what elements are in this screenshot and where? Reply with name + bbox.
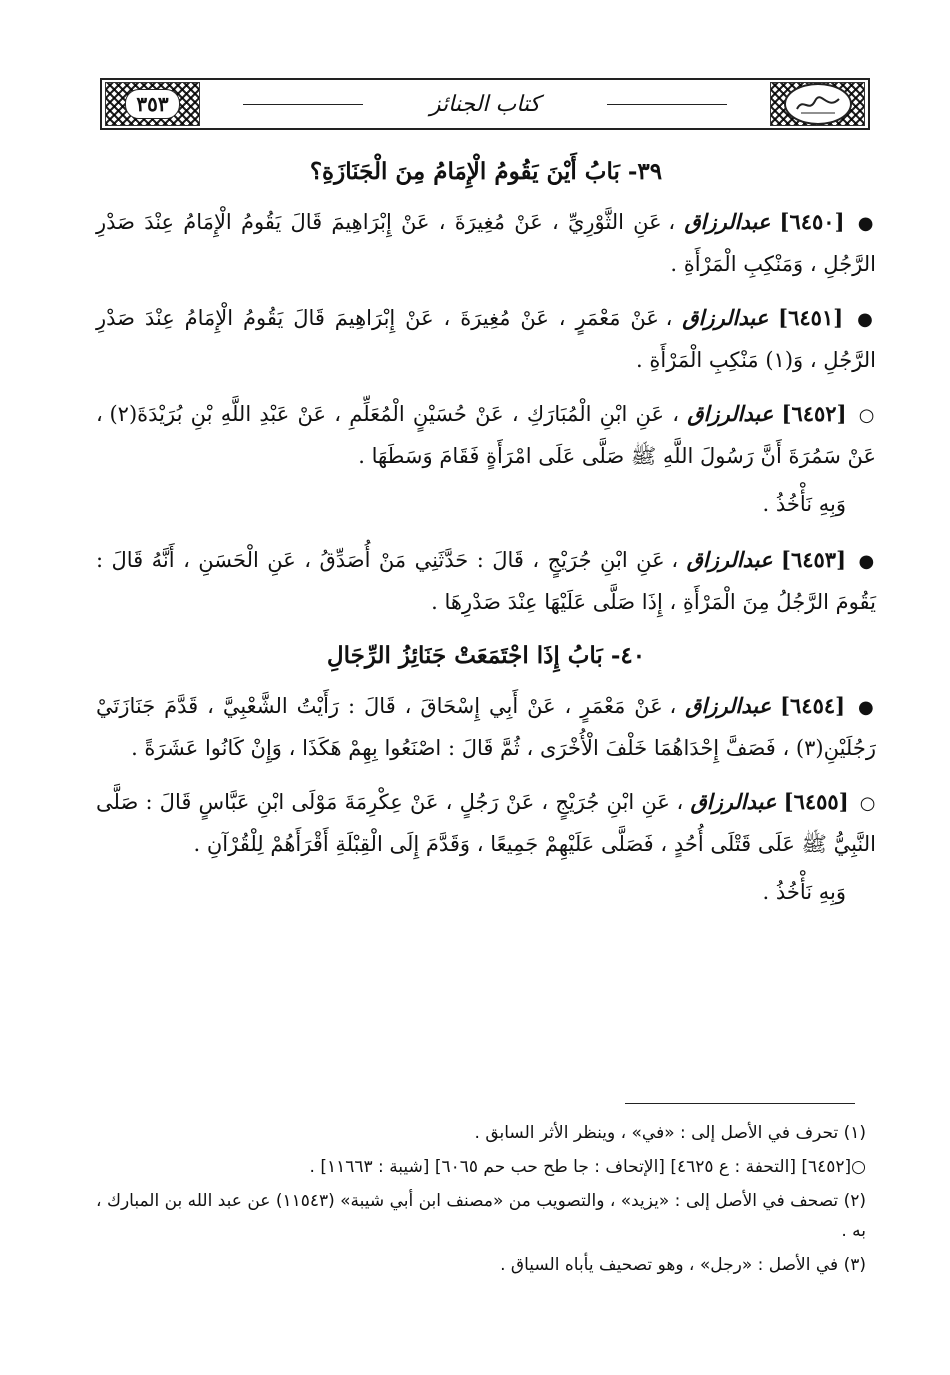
entry-number: [٦٤٥٢] bbox=[781, 401, 847, 426]
footnote: (٢) تصحف في الأصل إلى : «يزيد» ، والتصويب من «مصنف ابن أبي شيبة» (١١٥٤٣) عن عبد الله بن المبارك ، به . bbox=[96, 1191, 866, 1241]
entry-text: ، عَنْ مَعْمَرٍ ، عَنْ مُغِيرَةَ ، عَنْ إِبْرَاهِيمَ قَالَ يَقُومُ الْإِمَامُ عِنْدَ صَدْرِ الرَّجُلِ ، وَ(١) مَنْكِبِ الْمَرْأَةِ . bbox=[96, 306, 876, 372]
footnote: (٣) في الأصل : «رجل» ، وهو تصحيف يأباه السياق . bbox=[500, 1255, 866, 1275]
entry-marker: ● bbox=[857, 309, 876, 330]
running-title: كتاب الجنائز bbox=[203, 92, 767, 117]
entry-text: ، عَنِ ابْنِ جُرَيْجٍ ، قَالَ : حَدَّثَنِي مَنْ أُصَدِّقُ ، عَنِ الْحَسَنِ ، أَنَّهُ قَالَ : يَقُومَ الرَّجُلُ مِنَ الْمَرْأَةِ ، إِذَا صَلَّى عَلَيْهَا عِنْدَ صَدْرِهَا . bbox=[96, 548, 876, 614]
page-header bbox=[100, 78, 870, 130]
entry-text: ، عَنِ ابْنِ جُرَيْجٍ ، عَنْ رَجُلٍ ، عَنْ عِكْرِمَةَ مَوْلَى ابْنِ عَبَّاسٍ قَالَ : صَلَّى النَّبِيُّ ﷺ عَلَى قَتْلَى أُحُدٍ ، فَصَلَّى عَلَيْهِمْ جَمِيعًا ، وَقَدَّمَ إِلَى الْقِبْلَةِ أَقْرَأَهُمْ لِلْقُرْآنِ . bbox=[96, 790, 876, 856]
entry-source: عبدالرزاق bbox=[686, 547, 773, 572]
hadith-entry bbox=[96, 782, 876, 864]
entry-marker: ○ bbox=[859, 793, 876, 814]
footnotes bbox=[96, 1118, 866, 1284]
book-logo-ornament bbox=[770, 82, 865, 126]
entry-text: ، عَنِ الثَّوْرِيِّ ، عَنْ مُغِيرَةَ ، عَنْ إِبْرَاهِيمَ قَالَ يَقُومُ الْإِمَامُ عِنْدَ صَدْرِ الرَّجُلِ ، وَمَنْكِبِ الْمَرْأَةِ . bbox=[96, 210, 876, 276]
entry-source: عبدالرزاق bbox=[687, 401, 774, 426]
hadith-entry bbox=[96, 202, 876, 284]
entry-source: عبدالرزاق bbox=[690, 789, 777, 814]
entry-number: [٦٤٥٠] bbox=[779, 209, 845, 234]
main-text bbox=[96, 152, 876, 928]
entry-marker: ○ bbox=[858, 405, 877, 426]
entry-number: [٦٤٥٤] bbox=[780, 693, 846, 718]
chapter-title-40: ٤٠- بَابُ إِذَا اجْتَمَعَتْ جَنَائِزُ الرِّجَالِ bbox=[326, 642, 646, 669]
entry-number: [٦٤٥٥] bbox=[783, 789, 849, 814]
entry-saying: وَبِهِ نَأْخُذُ . bbox=[762, 492, 846, 516]
calligraphy-logo-icon bbox=[793, 91, 843, 117]
entry-source: عبدالرزاق bbox=[682, 305, 769, 330]
entry-source: عبدالرزاق bbox=[684, 209, 771, 234]
entry-number: [٦٤٥١] bbox=[778, 305, 844, 330]
chapter-title-39: ٣٩- بَابُ أَيْنَ يَقُومُ الْإِمَامُ مِنَ الْجَنَازَةِ؟ bbox=[309, 158, 663, 185]
entry-text: ، عَنِ ابْنِ الْمُبَارَكِ ، عَنْ حُسَيْنٍ الْمُعَلِّمِ ، عَنْ عَبْدِ اللَّهِ بْنِ بُرَيْدَةَ(٢) ، عَنْ سَمُرَةَ أَنَّ رَسُولَ اللَّهِ ﷺ صَلَّى عَلَى امْرَأَةٍ فَقَامَ وَسَطَهَا . bbox=[96, 402, 876, 468]
entry-marker: ● bbox=[857, 213, 876, 234]
hadith-entry bbox=[96, 394, 876, 476]
entry-number: [٦٤٥٣] bbox=[781, 547, 847, 572]
hadith-entry bbox=[96, 298, 876, 380]
footnote-divider bbox=[625, 1103, 855, 1104]
entry-text: ، عَنْ مَعْمَرٍ ، عَنْ أَبِي إِسْحَاقَ ، قَالَ : رَأَيْتُ الشَّعْبِيَّ ، قَدَّمَ جَنَازَتَيْ رَجُلَيْنِ(٣) ، فَصَفَّ إِحْدَاهُمَا خَلْفَ الْأُخْرَى ، ثُمَّ قَالَ : اصْنَعُوا بِهِمْ هَكَذَا ، وَإِنْ كَانُوا عَشَرَةً . bbox=[96, 694, 876, 760]
book-logo-seal bbox=[784, 83, 852, 125]
footnote: (١) تحرف في الأصل إلى : «في» ، وينظر الأثر السابق . bbox=[474, 1123, 866, 1143]
page-number: ٣٥٣ bbox=[125, 89, 179, 119]
entry-source: عبدالرزاق bbox=[685, 693, 772, 718]
hadith-entry bbox=[96, 540, 876, 622]
entry-marker: ● bbox=[858, 551, 876, 572]
entry-marker: ● bbox=[858, 697, 876, 718]
hadith-entry bbox=[96, 686, 876, 768]
entry-saying: وَبِهِ نَأْخُذُ . bbox=[762, 880, 846, 904]
footnote: ○[٦٤٥٢] [التحفة : ع ٤٦٢٥] [الإتحاف : جا طح حب حم ٦٠٦٥] [شيبة : ١١٦٦٣] . bbox=[309, 1157, 866, 1177]
page-number-ornament bbox=[105, 82, 200, 126]
